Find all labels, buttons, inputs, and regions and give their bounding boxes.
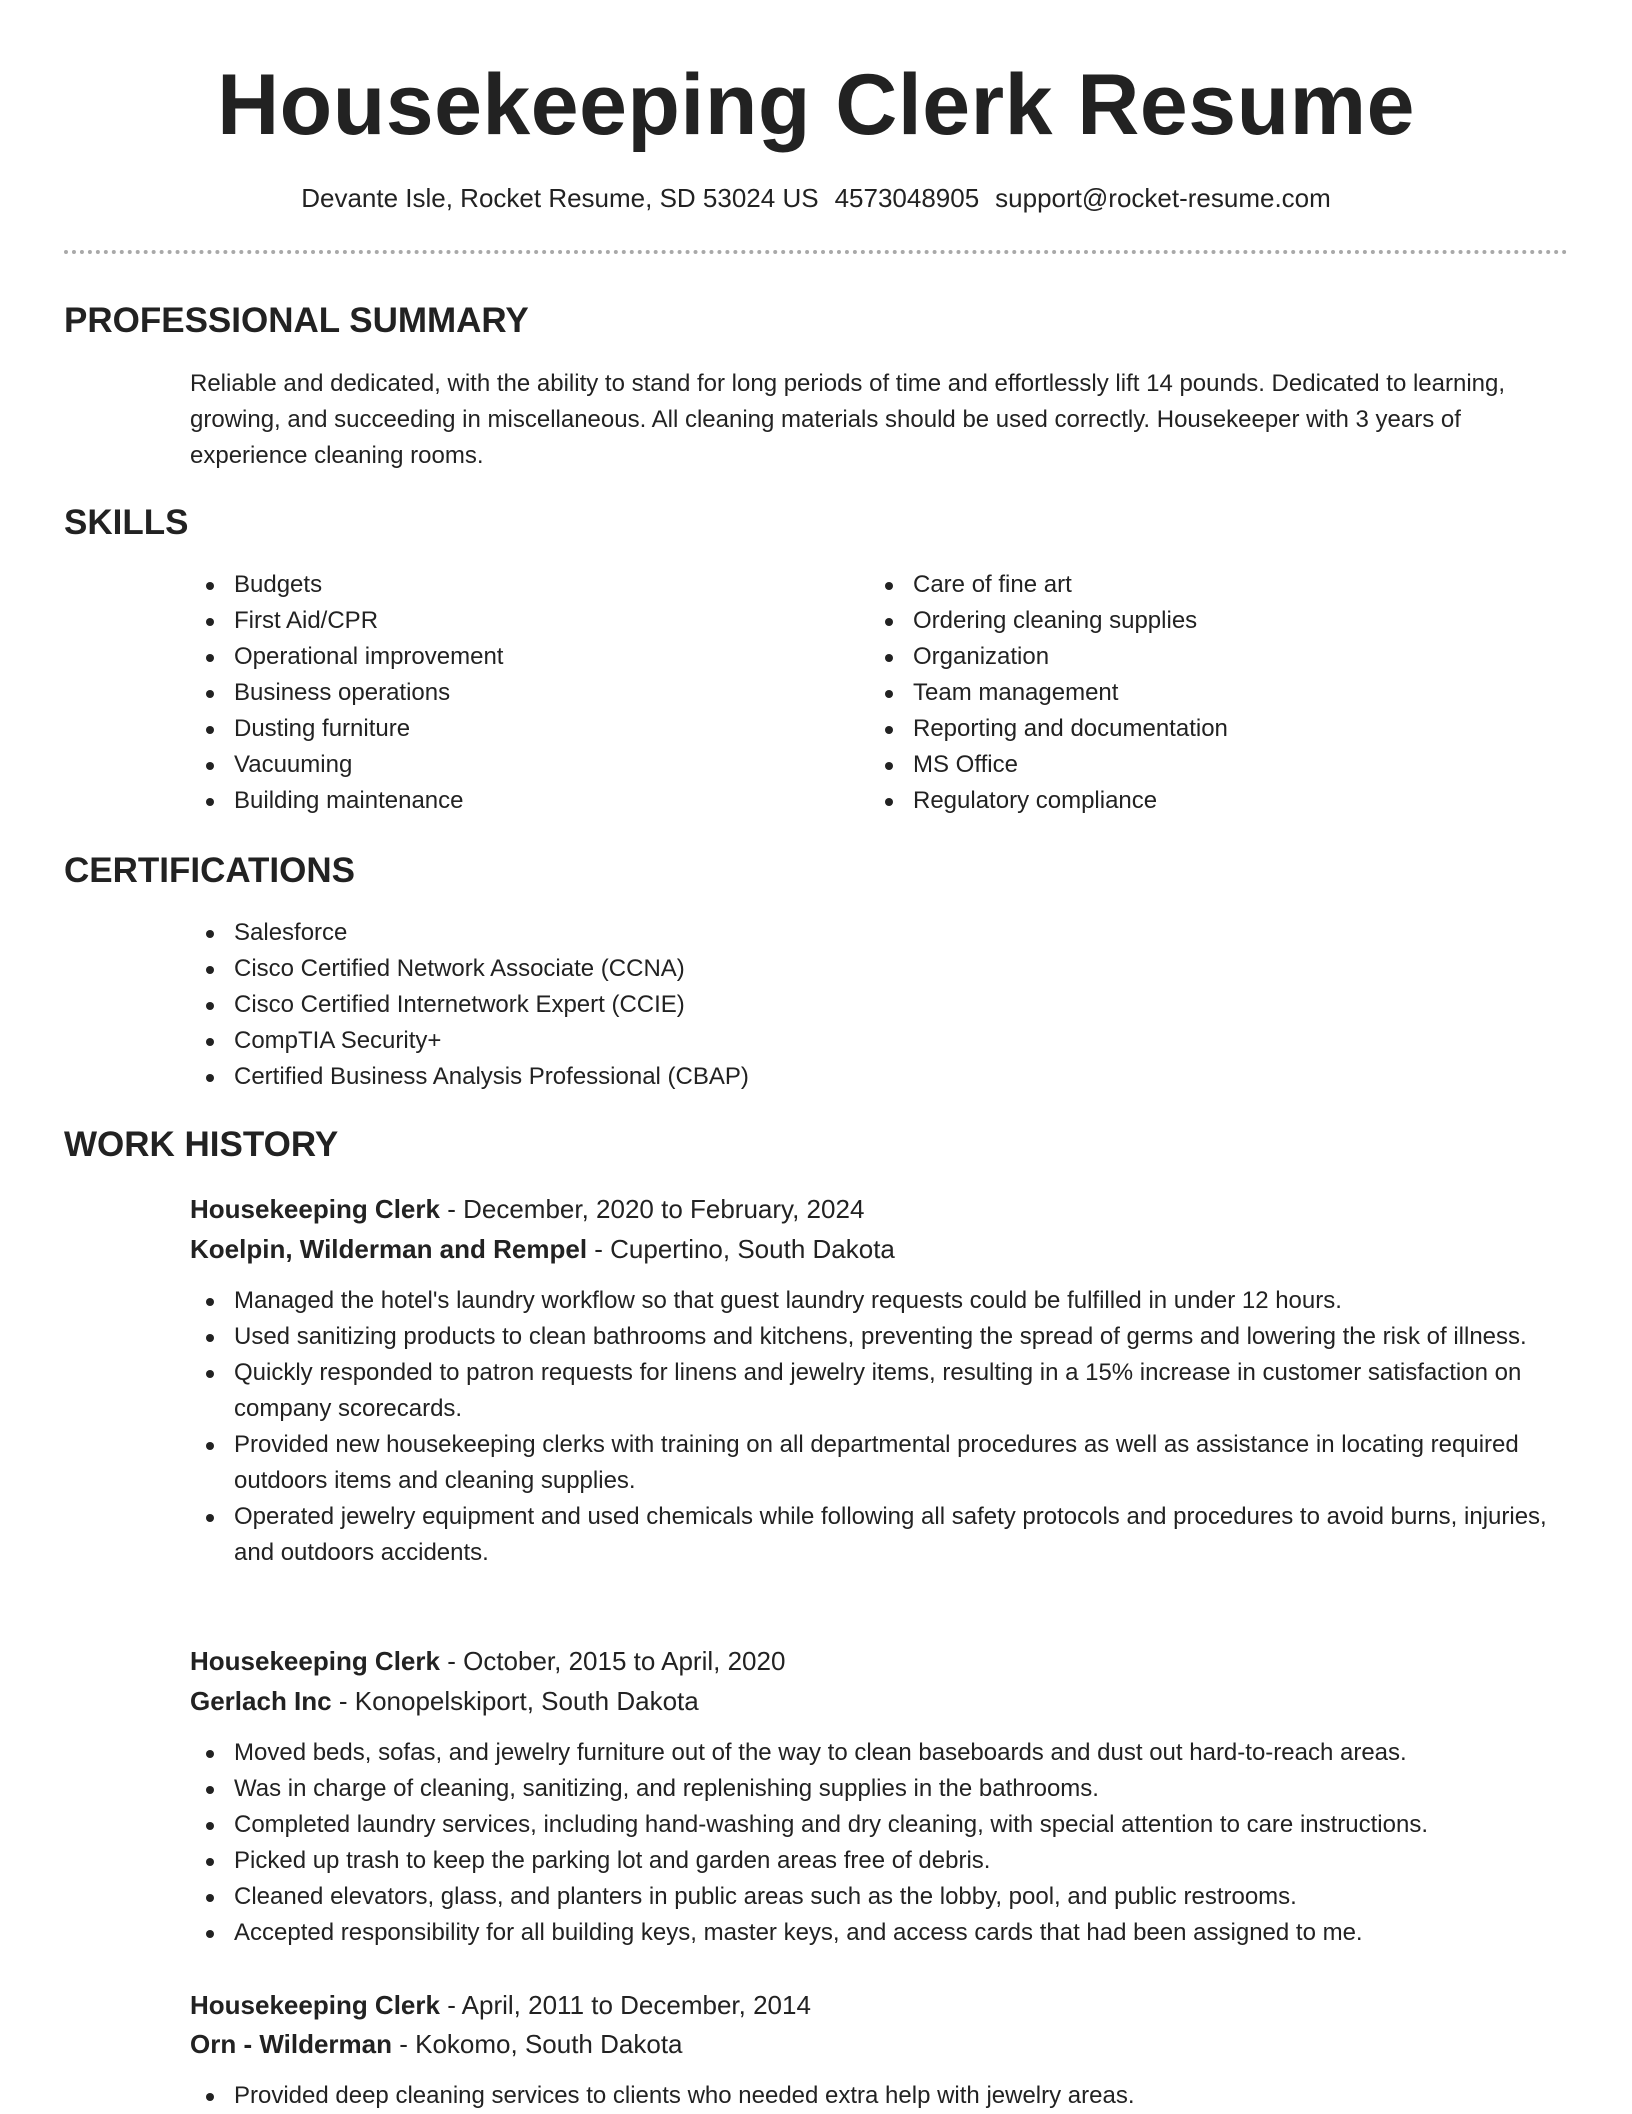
contact-phone: 4573048905 (834, 183, 980, 213)
list-item: Was in charge of cleaning, sanitizing, and replenishing supplies in the bathrooms. (190, 1771, 1570, 1807)
job-company-line (190, 1681, 699, 1721)
list-item: Business operations (190, 675, 830, 711)
contact-line (0, 178, 1632, 218)
list-item: Reporting and documentation (869, 711, 1569, 747)
list-item: Moved beds, sofas, and jewelry furniture out of the way to clean baseboards and dust out hard-to-reach areas. (190, 1735, 1570, 1771)
job-dates: - April, 2011 to December, 2014 (439, 1990, 811, 2020)
section-heading-certifications: CERTIFICATIONS (64, 851, 356, 890)
job-location: - Cupertino, South Dakota (587, 1234, 895, 1264)
skills-list-right (869, 567, 1569, 819)
list-item: Certified Business Analysis Professional (CBAP) (190, 1059, 1570, 1095)
job-location: - Konopelskiport, South Dakota (331, 1686, 699, 1716)
contact-address: Devante Isle, Rocket Resume, SD 53024 US (301, 183, 819, 213)
header-divider (64, 250, 1568, 254)
section-heading-work-history: WORK HISTORY (64, 1125, 339, 1164)
skills-list-left (190, 567, 830, 819)
list-item: First Aid/CPR (190, 603, 830, 639)
list-item: Quickly responded to patron requests for linens and jewelry items, resulting in a 15% increase in customer satisfaction on company scorecards. (190, 1355, 1570, 1427)
resume-title: Housekeeping Clerk Resume (217, 57, 1415, 153)
list-item: Picked up trash to keep the parking lot and garden areas free of debris. (190, 1843, 1570, 1879)
job-title-line (190, 1641, 785, 1681)
list-item: Accepted responsibility for all building keys, master keys, and access cards that had been assigned to me. (190, 1915, 1570, 1951)
job-bullets (190, 1735, 1570, 1951)
list-item: Cleaned elevators, glass, and planters in public areas such as the lobby, pool, and public restrooms. (190, 1879, 1570, 1915)
job-role: Housekeeping Clerk (190, 1646, 440, 1676)
job-company-line (190, 2024, 683, 2064)
list-item: Building maintenance (190, 783, 830, 819)
job-company: Gerlach Inc (190, 1686, 332, 1716)
section-heading-summary: PROFESSIONAL SUMMARY (64, 301, 529, 340)
list-item: Used sanitizing products to clean bathrooms and kitchens, preventing the spread of germs and lowering the risk of illness. (190, 1319, 1570, 1355)
job-title-line (190, 1985, 811, 2025)
job-dates: - October, 2015 to April, 2020 (439, 1646, 786, 1676)
job-bullets (190, 1283, 1570, 1571)
job-company-line (190, 1229, 895, 1269)
job-bullets (190, 2078, 1570, 2114)
list-item: Cisco Certified Internetwork Expert (CCIE) (190, 987, 1570, 1023)
list-item: Salesforce (190, 915, 1570, 951)
list-item: Operational improvement (190, 639, 830, 675)
list-item: Dusting furniture (190, 711, 830, 747)
job-role: Housekeeping Clerk (190, 1990, 440, 2020)
list-item: Regulatory compliance (869, 783, 1569, 819)
list-item: Ordering cleaning supplies (869, 603, 1569, 639)
job-dates: - December, 2020 to February, 2024 (439, 1194, 865, 1224)
job-location: - Kokomo, South Dakota (392, 2029, 683, 2059)
job-company: Koelpin, Wilderman and Rempel (190, 1234, 588, 1264)
summary-text: Reliable and dedicated, with the ability to stand for long periods of time and effortlessly lift 14 pounds. Dedicated to learning, growing, and succeeding in miscellaneous. All cleaning materials should be used correctly. Housekeeper with 3 years of experience cleaning rooms. (190, 370, 1506, 469)
list-item: Organization (869, 639, 1569, 675)
list-item: Care of fine art (869, 567, 1569, 603)
list-item: Team management (869, 675, 1569, 711)
list-item: Provided deep cleaning services to clients who needed extra help with jewelry areas. (190, 2078, 1570, 2114)
job-role: Housekeeping Clerk (190, 1194, 440, 1224)
list-item: Vacuuming (190, 747, 830, 783)
list-item: MS Office (869, 747, 1569, 783)
list-item: Cisco Certified Network Associate (CCNA) (190, 951, 1570, 987)
job-title-line (190, 1189, 864, 1229)
contact-email: support@rocket-resume.com (995, 183, 1331, 213)
section-heading-skills: SKILLS (64, 503, 189, 542)
list-item: CompTIA Security+ (190, 1023, 1570, 1059)
list-item: Operated jewelry equipment and used chemicals while following all safety protocols and procedures to avoid burns, injuries, and outdoors accidents. (190, 1499, 1570, 1571)
list-item: Provided new housekeeping clerks with training on all departmental procedures as well as assistance in locating required outdoors items and cleaning supplies. (190, 1427, 1570, 1499)
list-item: Completed laundry services, including hand-washing and dry cleaning, with special attention to care instructions. (190, 1807, 1570, 1843)
list-item: Budgets (190, 567, 830, 603)
certifications-list (190, 915, 1570, 1095)
job-company: Orn - Wilderman (190, 2029, 393, 2059)
list-item: Managed the hotel's laundry workflow so that guest laundry requests could be fulfilled in under 12 hours. (190, 1283, 1570, 1319)
